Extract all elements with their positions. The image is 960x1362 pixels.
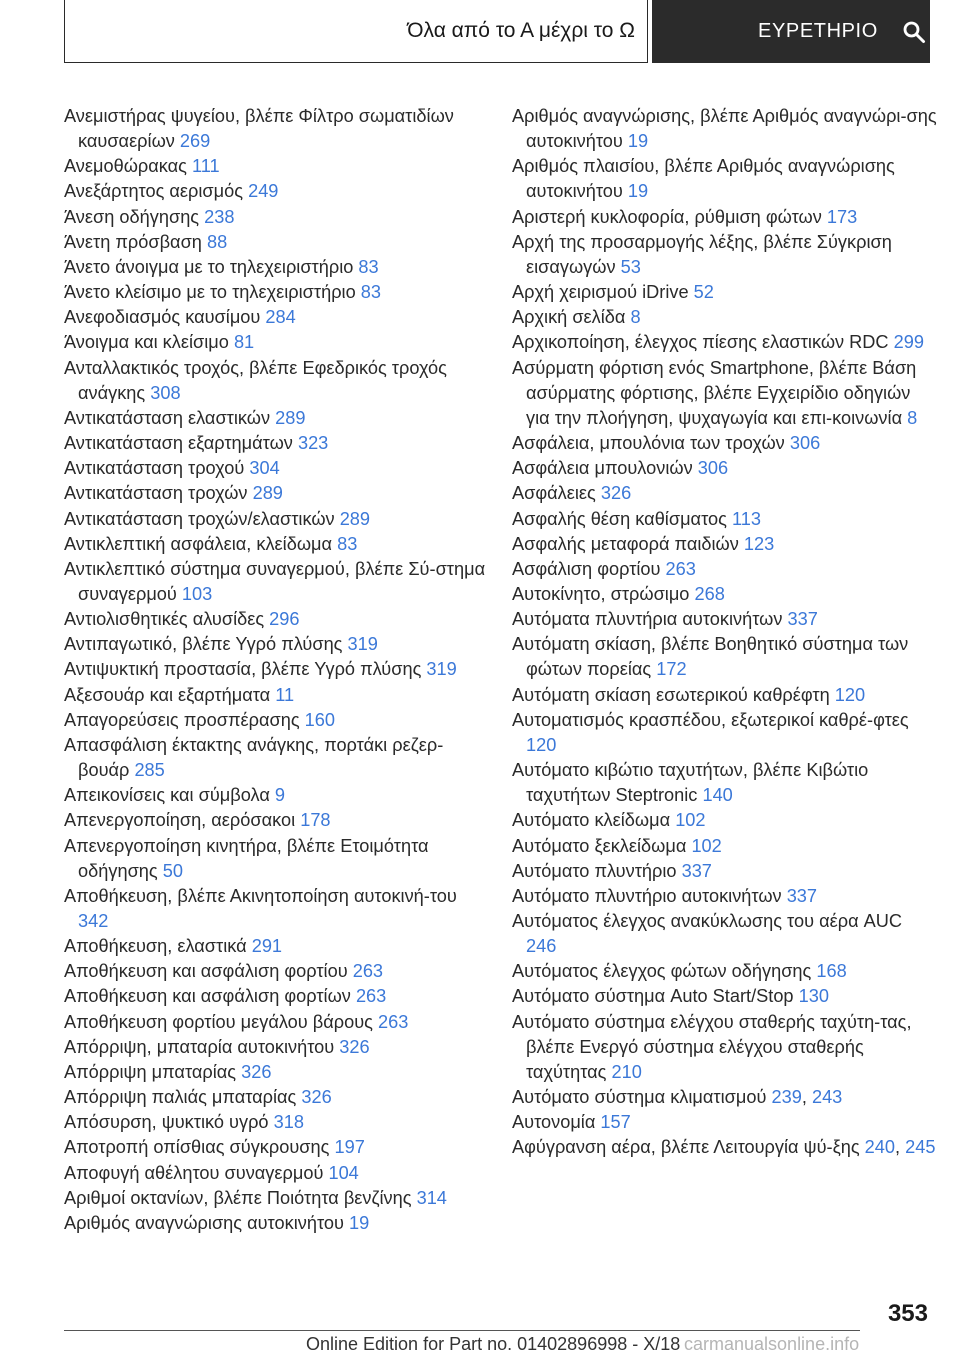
index-entry-text: Αυτονομία: [512, 1112, 601, 1133]
page-link[interactable]: 173: [826, 206, 858, 227]
index-entry: [64, 1060, 489, 1085]
index-entry-text: Αντικατάσταση τροχού: [64, 458, 250, 479]
page-link[interactable]: 263: [352, 961, 384, 982]
page-link[interactable]: 289: [339, 508, 371, 529]
index-entry: [64, 179, 489, 204]
page-link[interactable]: 263: [355, 986, 387, 1007]
page-link[interactable]: 120: [526, 734, 557, 755]
index-entry-text: Αντιολισθητικές αλυσίδες: [64, 609, 270, 630]
index-entry-text: Απασφάλιση έκτακτης ανάγκης, πορτάκι ρεζερ-βουάρ: [64, 734, 444, 781]
page-link[interactable]: 299: [893, 332, 924, 353]
index-entry: [512, 808, 937, 833]
index-entry-text: Αυτοκίνητο, στρώσιμο: [512, 583, 695, 604]
index-entry: [64, 808, 489, 833]
index-entry-text: Ασφάλειες: [512, 483, 601, 504]
index-entry-text: Απενεργοποίηση κινητήρα, βλέπε Ετοιμότητα οδήγησης: [64, 835, 429, 881]
index-entry-text: Αποθήκευση και ασφάλιση φορτίων: [64, 986, 356, 1007]
index-entry: [512, 205, 937, 230]
page-link[interactable]: 83: [360, 282, 381, 303]
index-entry-text: Ανεφοδιασμός καυσίμου: [64, 307, 266, 328]
index-entry: [512, 582, 937, 607]
index-entry: [64, 481, 489, 506]
page-link[interactable]: 269: [179, 131, 211, 152]
index-entry-text: Αυτόματη σκίαση, βλέπε Βοηθητικό σύστημα των φώτων πορείας: [512, 634, 909, 680]
page-separator: ,: [895, 1137, 906, 1158]
index-entry: [64, 1085, 489, 1110]
index-entry: [64, 834, 489, 884]
index-entry: [512, 456, 937, 481]
index-entry-text: Ασφάλιση φορτίου: [512, 558, 666, 579]
page-link[interactable]: 291: [251, 936, 283, 957]
index-entry: [512, 481, 937, 506]
index-entry: [64, 884, 489, 934]
index-entry-text: Αυτόματο σύστημα ελέγχου σταθερής ταχύτη-τας, βλέπε Ενεργό σύστημα ελέγχου σταθερής ταχύτητας: [512, 1011, 912, 1082]
index-entry-text: Αξεσουάρ και εξαρτήματα: [64, 684, 276, 705]
index-entry-text: Ανεμιστήρας ψυγείου, βλέπε Φίλτρο σωματιδίων καυσαερίων: [64, 106, 454, 152]
page-link[interactable]: 102: [675, 810, 706, 831]
index-entry: [64, 356, 489, 406]
index-entry: [512, 884, 937, 909]
page-link[interactable]: 318: [273, 1112, 304, 1133]
index-entry: [64, 532, 489, 557]
page-link[interactable]: 289: [252, 483, 283, 504]
index-entry-text: Αυτόματο πλυντήριο: [512, 860, 682, 881]
page-link[interactable]: 120: [834, 684, 866, 705]
page-link[interactable]: 285: [134, 760, 165, 781]
index-entry: [512, 1110, 937, 1135]
page-link[interactable]: 52: [693, 282, 714, 303]
index-entry-text: Αριθμοί οκτανίων, βλέπε Ποιότητα βενζίνης: [64, 1187, 417, 1208]
index-entry: [512, 607, 937, 632]
index-column-left: [64, 104, 489, 1236]
index-entry: [512, 1010, 937, 1085]
page-link[interactable]: 263: [665, 558, 696, 579]
index-entry: [64, 959, 489, 984]
index-entry-text: Ανεξάρτητος αερισμός: [64, 181, 249, 202]
index-entry: [64, 1010, 489, 1035]
page-link[interactable]: 296: [269, 609, 300, 630]
page-link[interactable]: 314: [416, 1187, 447, 1208]
page-link[interactable]: 326: [339, 1036, 370, 1057]
page-link[interactable]: 306: [697, 458, 729, 479]
page-link[interactable]: 172: [656, 659, 687, 680]
index-entry: [64, 1110, 489, 1135]
index-entry-text: Αντικλεπτικό σύστημα συναγερμού, βλέπε Σύ-στημα συναγερμού: [64, 558, 486, 604]
index-entry-text: Απόρριψη παλιάς μπαταρίας: [64, 1087, 302, 1108]
index-entry-text: Αυτοματισμός κρασπέδου, εξωτερικοί καθρέ-φτες: [512, 709, 909, 730]
index-entry: [64, 733, 489, 783]
page-link[interactable]: 81: [233, 332, 255, 353]
tab-a-to-z[interactable]: [64, 0, 648, 63]
index-entry: [64, 1161, 489, 1186]
index-entry: [64, 456, 489, 481]
index-entry: [64, 708, 489, 733]
page-link[interactable]: 337: [787, 609, 818, 630]
index-entry-text: Ασφαλής θέση καθίσματος: [512, 508, 732, 529]
index-entry: [512, 507, 937, 532]
page-link[interactable]: 268: [694, 583, 725, 604]
index-entry-text: Ασφάλεια, μπουλόνια των τροχών: [512, 433, 790, 454]
index-entry: [512, 230, 937, 280]
page-link[interactable]: 197: [334, 1137, 365, 1158]
page-link[interactable]: 50: [162, 860, 183, 881]
page-link[interactable]: 210: [611, 1061, 642, 1082]
index-entry-text: Αρχικοποίηση, έλεγχος πίεσης ελαστικών RDC: [512, 332, 894, 353]
page-link[interactable]: 83: [337, 533, 358, 554]
page-link[interactable]: 326: [241, 1061, 272, 1082]
page-link[interactable]: 323: [297, 433, 329, 454]
index-entry: [512, 959, 937, 984]
index-entry-text: Απόρριψη, μπαταρία αυτοκινήτου: [64, 1036, 340, 1057]
index-entry-text: Αποθήκευση φορτίου μεγάλου βάρους: [64, 1011, 378, 1032]
index-entry-text: Άνοιγμα και κλείσιμο: [64, 332, 234, 353]
index-entry-text: Απενεργοποίηση, αερόσακοι: [64, 810, 301, 831]
page-link[interactable]: 53: [620, 256, 641, 277]
index-entry: [512, 708, 937, 758]
page-link[interactable]: 326: [600, 483, 632, 504]
page-link[interactable]: 102: [691, 835, 722, 856]
index-entry-text: Άνετη πρόσβαση: [64, 231, 207, 252]
index-entry: [512, 431, 937, 456]
page-link[interactable]: 238: [204, 206, 235, 227]
index-entry-text: Αριθμός αναγνώρισης, βλέπε Αριθμός αναγνώρι-σης αυτοκινήτου: [512, 106, 937, 152]
index-entry-text: Αριθμός πλαισίου, βλέπε Αριθμός αναγνώρισης αυτοκινήτου: [512, 156, 895, 202]
index-entry: [512, 1085, 937, 1110]
index-entry: [64, 557, 489, 607]
index-entry-text: Αντιψυκτική προστασία, βλέπε Υγρό πλύσης: [64, 659, 427, 680]
index-entry: [512, 859, 937, 884]
index-entry-text: Αντικατάσταση τροχών/ελαστικών: [64, 508, 340, 529]
index-entry: [64, 230, 489, 255]
index-entry-text: Αφύγρανση αέρα, βλέπε Λειτουργία ψύ-ξης: [512, 1137, 865, 1158]
index-entry-text: Άνεση οδήγησης: [64, 206, 205, 227]
search-icon[interactable]: [902, 20, 926, 44]
index-entry: [64, 104, 489, 154]
index-entry: [512, 632, 937, 682]
index-entry-text: Απεικονίσεις και σύμβολα: [64, 785, 275, 806]
page-number: 353: [887, 1300, 928, 1327]
index-entry-text: Αυτόματη σκίαση εσωτερικού καθρέφτη: [512, 684, 835, 705]
index-entry-text: Αντικατάσταση τροχών: [64, 483, 253, 504]
index-entry: [64, 330, 489, 355]
index-entry: [512, 104, 937, 154]
tab-index[interactable]: [652, 0, 930, 63]
index-entry-text: Αυτόματο κλείδωμα: [512, 810, 676, 831]
page-link[interactable]: 319: [426, 659, 457, 680]
index-entry: [64, 934, 489, 959]
index-entry-text: Αποτροπή οπίσθιας σύγκρουσης: [64, 1137, 335, 1158]
index-entry-text: Ασφάλεια μπουλονιών: [512, 458, 698, 479]
index-entry-text: Αρχή της προσαρμογής λέξης, βλέπε Σύγκριση εισαγωγών: [512, 231, 892, 277]
page-link[interactable]: 284: [265, 307, 296, 328]
index-entry: [512, 834, 937, 859]
index-entry: [512, 305, 937, 330]
index-entry-text: Αντιπαγωτικό, βλέπε Υγρό πλύσης: [64, 634, 348, 655]
page-link[interactable]: 337: [681, 860, 712, 881]
page-link[interactable]: 342: [78, 911, 109, 931]
index-entry-text: Αυτόματο κιβώτιο ταχυτήτων, βλέπε Κιβώτιο ταχυτήτων Steptronic: [512, 760, 869, 806]
page-link[interactable]: 240: [864, 1137, 896, 1158]
edition-text: Online Edition for Part no. 01402896998 - X/18: [306, 1334, 681, 1354]
index-entry: [64, 1211, 489, 1236]
index-column-right: [512, 104, 937, 1161]
page-link[interactable]: 245: [905, 1137, 936, 1158]
index-entry-text: Ανταλλακτικός τροχός, βλέπε Εφεδρικός τροχός ανάγκης: [64, 357, 447, 403]
index-entry-text: Αρχή χειρισμού iDrive: [512, 282, 694, 303]
page-link[interactable]: 160: [304, 709, 336, 730]
index-entry-text: Άνετο άνοιγμα με το τηλεχειριστήριο: [64, 256, 359, 277]
page-link[interactable]: 168: [816, 961, 847, 982]
page-link[interactable]: 130: [798, 986, 829, 1007]
index-entry-text: Απόσυρση, ψυκτικό υγρό: [64, 1112, 274, 1133]
index-entry: [64, 1035, 489, 1060]
index-entry: [512, 356, 937, 431]
page-link[interactable]: 19: [627, 131, 649, 152]
index-entry: [512, 909, 937, 959]
index-entry: [512, 984, 937, 1009]
index-entry: [64, 255, 489, 280]
index-entry: [512, 154, 937, 204]
page-link[interactable]: 111: [191, 156, 220, 177]
tab-a-to-z-label: Όλα από το Α μέχρι το Ω: [407, 19, 635, 42]
index-entry-text: Αυτόματος έλεγχος ανακύκλωσης του αέρα AUC: [512, 911, 903, 931]
index-entry: [64, 632, 489, 657]
page-link[interactable]: 83: [358, 256, 379, 277]
page-link[interactable]: 243: [811, 1087, 843, 1108]
index-entry: [64, 783, 489, 808]
page-link[interactable]: 88: [206, 231, 228, 252]
page-link[interactable]: 103: [181, 583, 213, 604]
page-link[interactable]: 11: [275, 684, 295, 705]
page-link[interactable]: 289: [275, 407, 306, 428]
index-entry-text: Ασφαλής μεταφορά παιδιών: [512, 533, 744, 554]
page-link[interactable]: 178: [300, 810, 331, 831]
page-link[interactable]: 123: [743, 533, 775, 554]
page-link[interactable]: 306: [789, 433, 821, 454]
page-link[interactable]: 8: [630, 307, 641, 328]
page-link[interactable]: 157: [600, 1112, 631, 1133]
index-entry: [512, 532, 937, 557]
watermark: carmanualsonline.info: [684, 1334, 860, 1354]
page-link[interactable]: 9: [274, 785, 286, 806]
index-entry-text: Αποθήκευση, βλέπε Ακινητοποίηση αυτοκινή-του: [64, 885, 457, 906]
index-entry: [512, 330, 937, 355]
index-entry: [64, 507, 489, 532]
index-entry-text: Ασύρματη φόρτιση ενός Smartphone, βλέπε Βάση ασύρματης φόρτισης, βλέπε Εγχειρίδιο οδηγιών για την πλοήγηση, ψυχαγωγία και επι-κοινωνία: [512, 357, 917, 428]
index-entry: [64, 280, 489, 305]
index-entry-text: Αντικλεπτική ασφάλεια, κλείδωμα: [64, 533, 338, 554]
page-link[interactable]: 308: [150, 382, 181, 403]
index-entry: [64, 154, 489, 179]
index-entry-text: Αυτόματο σύστημα Auto Start/Stop: [512, 986, 799, 1007]
index-entry: [512, 1135, 937, 1160]
index-entry: [64, 205, 489, 230]
page-link[interactable]: 304: [249, 458, 280, 479]
index-entry-text: Αριθμός αναγνώρισης αυτοκινήτου: [64, 1212, 349, 1233]
index-entry-text: Αυτόματο ξεκλείδωμα: [512, 835, 692, 856]
page-link[interactable]: 246: [526, 936, 557, 957]
index-entry: [512, 683, 937, 708]
index-entry-text: Αποφυγή αθέλητου συναγερμού: [64, 1162, 329, 1183]
index-entry-text: Άνετο κλείσιμο με το τηλεχειριστήριο: [64, 282, 361, 303]
index-entry-text: Ανεμοθώρακας: [64, 156, 192, 177]
page-link[interactable]: 263: [377, 1011, 409, 1032]
index-entry-text: Αντικατάσταση ελαστικών: [64, 407, 276, 428]
index-entry-text: Αυτόματο σύστημα κλιματισμού: [512, 1087, 772, 1108]
index-entry-text: Αντικατάσταση εξαρτημάτων: [64, 433, 298, 454]
page-link[interactable]: 19: [349, 1212, 370, 1233]
page-link[interactable]: 326: [301, 1087, 332, 1108]
index-entry-text: Αυτόματο πλυντήριο αυτοκινήτων: [512, 885, 787, 906]
index-entry: [64, 305, 489, 330]
page-link[interactable]: 337: [786, 885, 818, 906]
index-entry-text: Αρχική σελίδα: [512, 307, 631, 328]
index-entry-text: Απαγορεύσεις προσπέρασης: [64, 709, 305, 730]
footer-divider: [64, 1330, 860, 1331]
page-link[interactable]: 249: [248, 181, 279, 202]
header-tabs: [64, 0, 930, 63]
index-entry: [64, 657, 489, 682]
index-entry: [64, 1186, 489, 1211]
index-entry-text: Αυτόματος έλεγχος φώτων οδήγησης: [512, 961, 817, 982]
index-entry: [64, 984, 489, 1009]
index-entry: [64, 607, 489, 632]
index-entry: [64, 406, 489, 431]
index-entry: [64, 683, 489, 708]
index-entry: [64, 1135, 489, 1160]
page-link[interactable]: 113: [731, 508, 761, 529]
index-entry-text: Απόρριψη μπαταρίας: [64, 1061, 242, 1082]
index-entry: [512, 280, 937, 305]
page-separator: ,: [801, 1087, 812, 1108]
page-link[interactable]: 8: [907, 407, 918, 428]
index-entry-text: Αριστερή κυκλοφορία, ρύθμιση φώτων: [512, 206, 827, 227]
index-entry: [512, 758, 937, 808]
page-link[interactable]: 140: [702, 785, 733, 806]
index-entry-text: Αυτόματα πλυντήρια αυτοκινήτων: [512, 609, 788, 630]
index-entry: [512, 557, 937, 582]
index-entry-text: Αποθήκευση, ελαστικά: [64, 936, 252, 957]
index-entry-text: Αποθήκευση και ασφάλιση φορτίου: [64, 961, 353, 982]
page-link[interactable]: 19: [627, 181, 649, 202]
index-entry: [64, 431, 489, 456]
page-link[interactable]: 104: [328, 1162, 359, 1183]
tab-index-label: ΕΥΡΕΤΗΡΙΟ: [758, 20, 878, 42]
page-link[interactable]: 319: [347, 634, 378, 655]
page-link[interactable]: 239: [771, 1087, 802, 1108]
